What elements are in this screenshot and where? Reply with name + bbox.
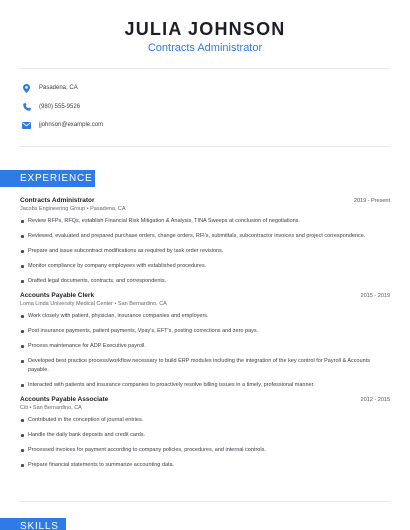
contact-section [0, 69, 410, 135]
job-bullet: Contributed in the conception of journal entries. [20, 416, 390, 425]
experience-section [0, 187, 410, 470]
contact-phone [22, 98, 390, 117]
job-entry-dates: 2012 - 2015 [360, 396, 390, 403]
candidate-name: JULIA JOHNSON [124, 19, 286, 39]
job-entry-title: Accounts Payable Associate [20, 395, 109, 403]
job-bullet: Monitor compliance by company employees with established procedures. [20, 262, 390, 271]
job-bullet: Reviewed, evaluated and prepared purchase orders, change orders, RFI's, submittals, subcontractor invoices and project correspondence. [20, 232, 390, 241]
contact-location [22, 79, 390, 98]
job-bullet: Prepare and issue subcontract modifications as required by task order revisions. [20, 247, 390, 256]
job-bullet: Prepare financial statements to summarize accounting data. [20, 461, 390, 470]
job-entry [20, 197, 390, 286]
job-bullet: Handle the daily bank deposits and credit cards. [20, 431, 390, 440]
job-entry-title: Accounts Payable Clerk [20, 291, 95, 299]
job-entry [20, 292, 390, 390]
email-icon [22, 121, 31, 130]
contact-email [22, 116, 390, 135]
job-entry-dates: 2019 - Present [353, 197, 390, 204]
job-bullet: Work closely with patient, physician, insurance companies and employers. [20, 312, 390, 321]
job-entry-company: Citi • San Bernardino, CA [20, 404, 82, 411]
job-bullet: Processed invoices for payment according to company policies, procedures, and internal controls. [20, 446, 390, 455]
phone-text: (980) 555-9526 [39, 103, 81, 110]
job-entry [20, 396, 390, 470]
experience-divider [20, 501, 390, 502]
job-entry-dates: 2015 - 2019 [360, 292, 390, 299]
location-pin-icon [22, 84, 31, 93]
email-text: jjohnson@example.com [39, 122, 104, 129]
job-entry-company: Loma Linda University Medical Center • San Bernardino, CA [20, 300, 167, 307]
contact-divider [20, 146, 390, 147]
job-title: Contracts Administrator [147, 42, 263, 54]
job-bullet: Drafted legal documents, contracts, and correspondents. [20, 277, 390, 286]
resume-header [0, 0, 410, 55]
job-bullet: Interacted with patients and insurance companies to proactively resolve billing issues in a timely, professional manner. [20, 381, 390, 390]
phone-icon [22, 102, 31, 111]
skills-heading: SKILLS [0, 518, 66, 530]
job-bullet: Review RFPs, RFQs, establish Financial Risk Mitigation & Analysis, TINA Sweeps at conclusion of negotiations. [20, 217, 390, 226]
job-entry-company: Jacobs Engineering Group • Pasadena, CA [20, 205, 126, 212]
experience-heading: EXPERIENCE [0, 170, 95, 187]
job-entry-title: Contracts Administrator [20, 196, 95, 204]
job-bullet: Post insurance payments, patient payments, Vpay's, EFT's, posting corrections and zero pays. [20, 327, 390, 336]
job-bullet: Developed best practice process/workflow necessary to build ERP modules including the integration of the key control for Payroll & Accounts payable. [20, 357, 390, 375]
job-bullet: Process maintenance for ADP Executive payroll. [20, 342, 390, 351]
location-text: Pasadena, CA [39, 85, 78, 92]
